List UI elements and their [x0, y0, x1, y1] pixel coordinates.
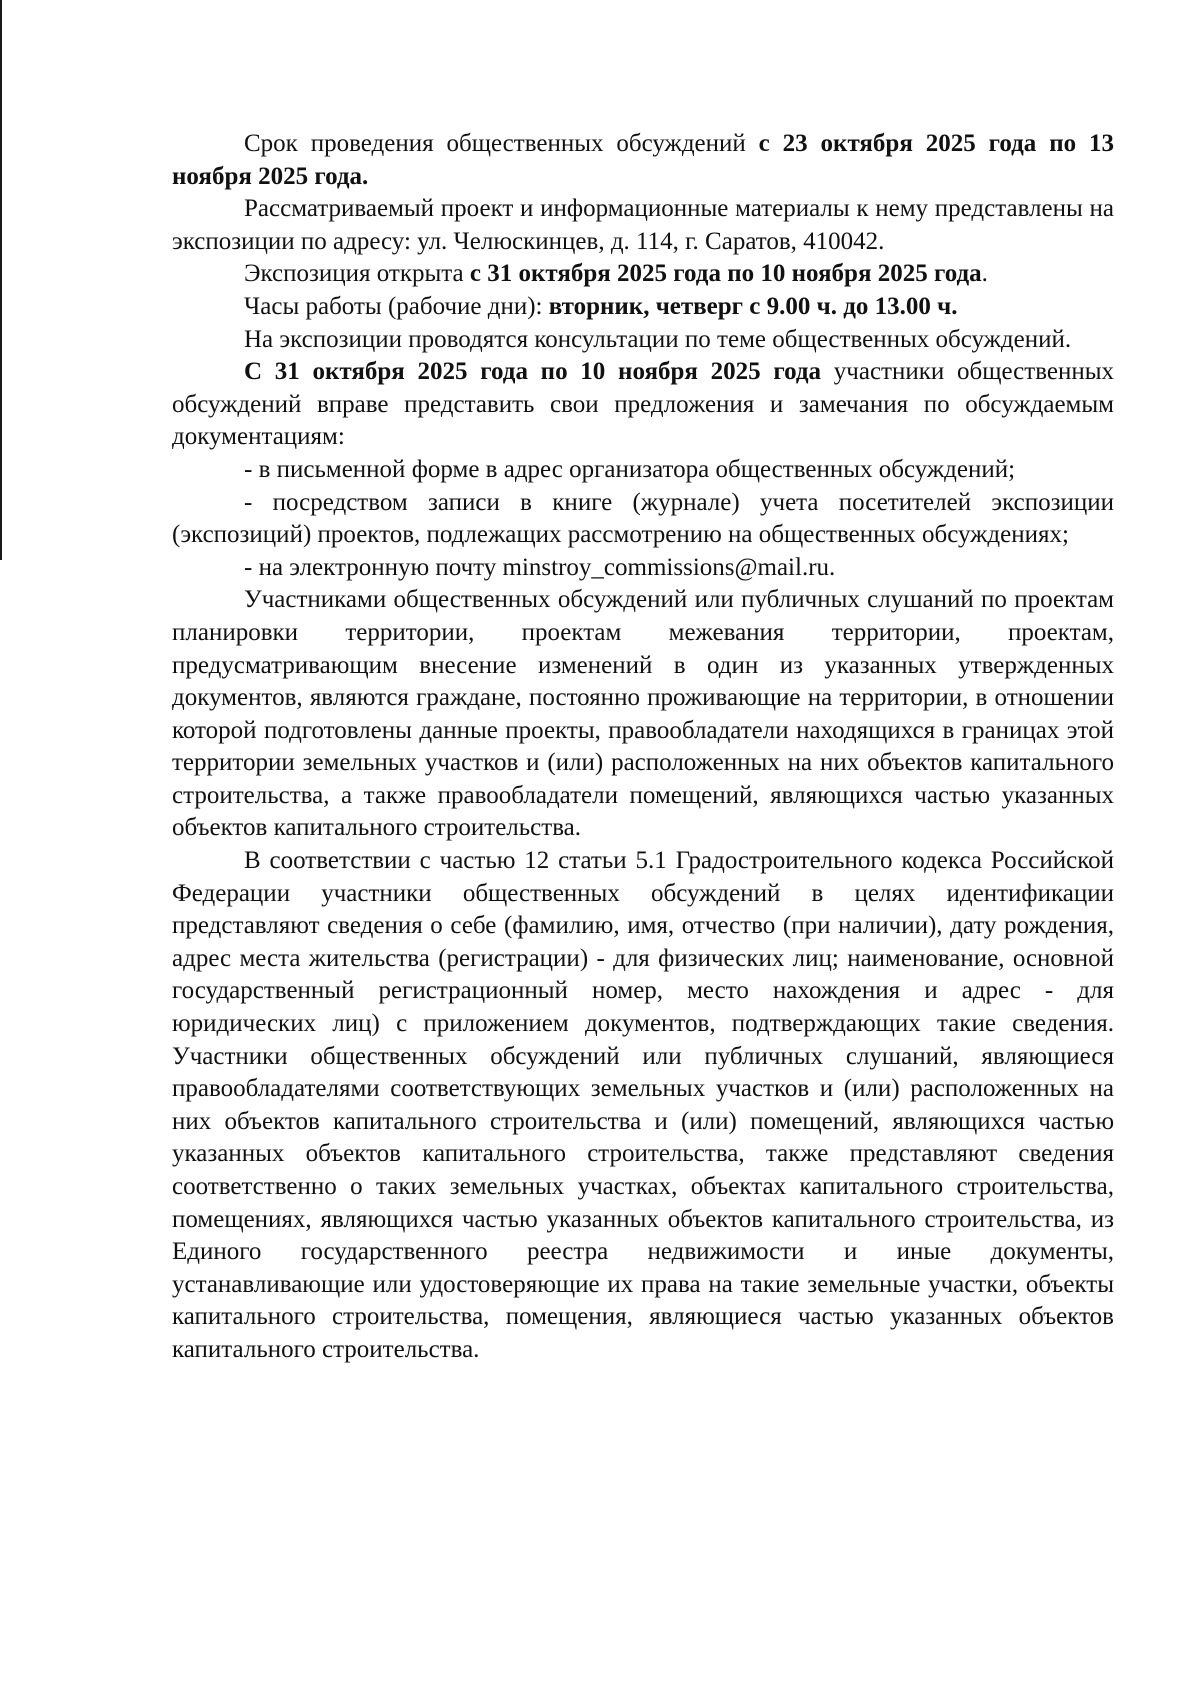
working-hours-intro: Часы работы (рабочие дни):	[244, 292, 549, 320]
paragraph-exposition-open	[172, 258, 1114, 291]
paragraph-identification	[172, 845, 1114, 1367]
paragraph-participants	[172, 584, 1114, 845]
proposals-text: участники общественных обсуждений вправе представить свои предложения и замечания по обсуждаемым документациям:	[172, 358, 1114, 451]
scan-edge-line	[0, 0, 2, 560]
list-item-book	[172, 487, 1114, 552]
project-materials-text: Рассматриваемый проект и информационные материалы к нему представлены на экспозиции по адресу: ул. Челюскинцев, д. 114, г. Саратов, 410042.	[172, 195, 1114, 255]
working-hours-value: вторник, четверг с 9.00 ч. до 13.00 ч.	[548, 292, 958, 320]
paragraph-consultations	[172, 324, 1114, 357]
paragraph-period	[172, 128, 1114, 193]
method-book-text: - посредством записи в книге (журнале) учета посетителей экспозиции (экспозиций) проектов, подлежащих рассмотрению на общественных обсуждениях;	[172, 488, 1114, 549]
identification-text: В соответствии с частью 12 статьи 5.1 Градостроительного кодекса Российской Федерации участники общественных обсуждений в целях идентификации представляют сведения о себе (фамилию, имя, отчество (при наличии), дату рождения, адрес места жительства (регистрации) - для физических лиц; наименование, основной государственный регистрационный номер, место нахождения и адрес - для юридических лиц) с приложением документов, подтверждающих такие сведения. Участники общественных обсуждений или публичных слушаний, являющиеся правообладателями соответствующих земельных участков и (или) расположенных на них объектов капитального строительства и (или) помещений, являющихся частью указанных объектов капитального строительства, также представляют сведения соответственно о таких земельных участках, объектах капитального строительства, помещениях, являющихся частью указанных объектов капитального строительства, из Единого государственного реестра недвижимости и иные документы, устанавливающие или удостоверяющие их права на такие земельные участки, объекты капитального строительства, помещения, являющиеся частью указанных объектов капитального строительства.	[172, 847, 1114, 1363]
paragraph-working-hours	[172, 291, 1114, 324]
paragraph-project-materials	[172, 193, 1114, 258]
method-written-text: - в письменной форме в адрес организатора общественных обсуждений;	[244, 455, 1016, 483]
exposition-open-dates: с 31 октября 2025 года по 10 ноября 2025 года	[469, 260, 982, 288]
method-email-text: - на электронную почту minstroy_commissions@mail.ru.	[244, 553, 836, 581]
list-item-written	[172, 454, 1114, 487]
list-item-email	[172, 552, 1114, 585]
period-dates: с 23 октября 2025 года по 13 ноября 2025 года.	[172, 130, 1114, 190]
paragraph-proposals-period	[172, 356, 1114, 454]
consultations-text: На экспозиции проводятся консультации по теме общественных обсуждений.	[244, 325, 1072, 353]
exposition-open-end: .	[981, 260, 988, 288]
participants-text: Участниками общественных обсуждений или публичных слушаний по проектам планировки территории, проектам межевания территории, проектам, предусматривающим внесение изменений в один из указанных утвержденных документов, являются граждане, постоянно проживающие на территории, в отношении которой подготовлены данные проекты, правообладатели находящихся в границах этой территории земельных участков и (или) расположенных на них объектов капитального строительства, а также правообладатели помещений, являющихся частью указанных объектов капитального строительства.	[172, 586, 1114, 842]
exposition-open-intro: Экспозиция открыта	[244, 260, 470, 288]
proposals-dates: С 31 октября 2025 года по 10 ноября 2025 года	[244, 358, 822, 386]
period-intro: Срок проведения общественных обсуждений	[244, 130, 759, 157]
document-body	[172, 128, 1114, 1367]
